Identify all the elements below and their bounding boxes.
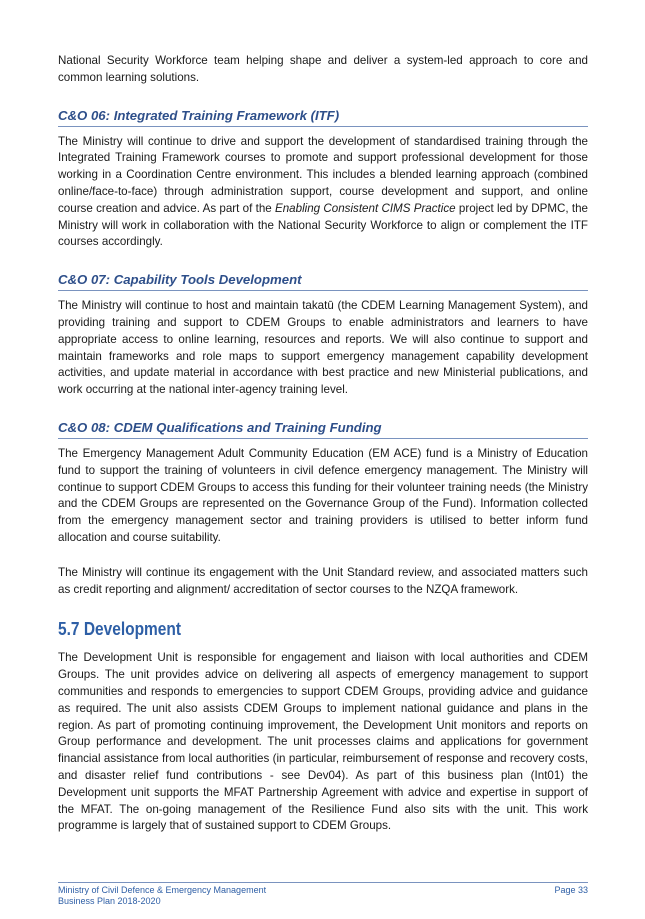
section-heading-co08: C&O 08: CDEM Qualifications and Training Funding xyxy=(58,420,588,439)
co06-italic-project: Enabling Consistent CIMS Practice xyxy=(275,201,456,215)
section-body-co06 xyxy=(58,134,588,252)
development-body: The Development Unit is responsible for engagement and liaison with local authorities and CDEM Groups. The unit provides advice on delivering all aspects of emergency management to support communities and responds to emergencies to support CDEM Groups, providing advice and guidance as required. The unit also assists CDEM Groups to implement national guidance and plans in the region. As part of promoting continuing improvement, the Development Unit monitors and reports on Group performance and development. The unit processes claims and applications for government financial assistance from local authorities (in particular, reimbursement of response and recovery costs, and disaster relief fund contributions - see Dev04). As part of this business plan (Int01) the Development unit supports the MFAT Partnership Agreement with advice and expertise in support of the MFAT. The on-going management of the Resilience Fund also sits with the unit. This work programme is largely that of sustained support to CDEM Groups. xyxy=(58,651,588,833)
co06-text-2: project led by DPMC, the Ministry will work in collaboration with the National Security Workforce to align or complement the ITF courses accordingly. xyxy=(58,201,588,249)
intro-paragraph: National Security Workforce team helping shape and deliver a system-led approach to core and common learning solutions. xyxy=(58,54,588,84)
section-heading-co06: C&O 06: Integrated Training Framework (ITF) xyxy=(58,108,588,127)
section-body-co08-2: The Ministry will continue its engagement with the Unit Standard review, and associated matters such as credit reporting and alignment/ accreditation of sector courses to the NZQA framework. xyxy=(58,565,588,596)
co06-text-1: The Ministry will continue to drive and support the development of standardised training through the Integrated Training Framework courses to promote and support professional development for those working in a Coordination Centre environment. This includes a blended learning approach (combined online/face-to-face) through administration support, course development and support, and online course creation and advice. As part of the xyxy=(58,134,588,215)
page-footer xyxy=(58,882,588,907)
page-content xyxy=(58,53,588,835)
footer-org: Ministry of Civil Defence & Emergency Management xyxy=(58,885,267,895)
section-body-co07: The Ministry will continue to host and maintain takatū (the CDEM Learning Management System), and providing training and support to CDEM Groups to enable administrators and learners to have appropriate access to online learning, resources and reports. We will also continue to support and maintain frameworks and role maps to support emergency management capability development activities, and update material in accordance with best practice and new Ministerial publications, and work occurring at the national inter-agency training level. xyxy=(58,299,588,397)
development-heading: 5.7 Development xyxy=(58,619,182,640)
section-heading-co07: C&O 07: Capability Tools Development xyxy=(58,272,588,291)
section-body-co08: The Emergency Management Adult Community Education (EM ACE) fund is a Ministry of Education fund to support the training of volunteers in civil defence emergency management. The Ministry will continue to support CDEM Groups to access this funding for their volunteer training needs (the Ministry and the CDEM Groups are represented on the Governance Group of the Fund). Information collected from the emergency management sector and training providers is utilised to better inform fund allocation and course suitability. xyxy=(58,446,588,544)
footer-page-number: Page 33 xyxy=(554,885,588,895)
footer-doc: Business Plan 2018-2020 xyxy=(58,896,161,906)
